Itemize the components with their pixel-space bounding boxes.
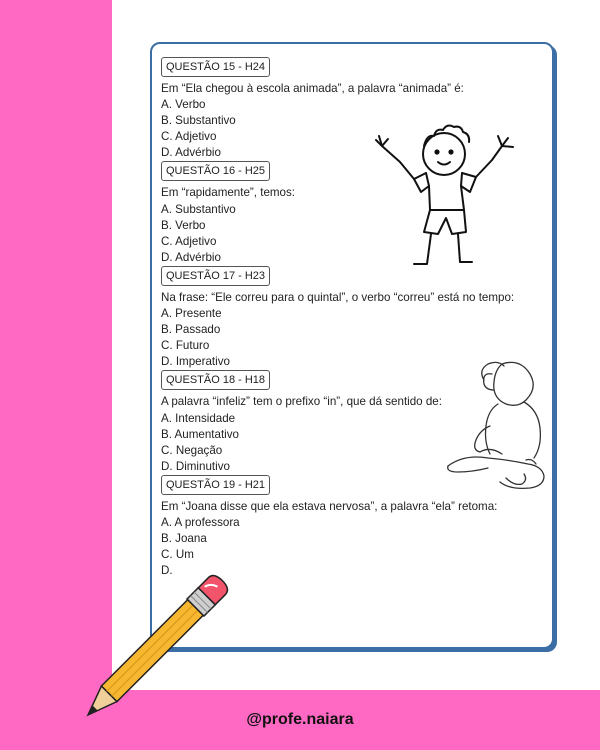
option-c: C. Adjetivo: [161, 234, 217, 248]
question-header: QUESTÃO 19 - H21: [161, 475, 270, 495]
sitting-girl-drawing-icon: [444, 356, 549, 491]
question-text: Em “Ela chegou à escola animada”, a palavra “animada” é:: [161, 82, 464, 95]
option-c: C. Negação: [161, 443, 223, 457]
option-a: A. A professora: [161, 515, 240, 529]
option-b: B. Verbo: [161, 218, 206, 232]
option-a: A. Intensidade: [161, 411, 236, 425]
question-header: QUESTÃO 15 - H24: [161, 57, 270, 77]
option-b: B. Aumentativo: [161, 427, 239, 441]
option-d: D. Diminutivo: [161, 459, 230, 473]
option-c: C. Adjetivo: [161, 130, 217, 144]
option-b: B. Joana: [161, 532, 207, 546]
question-header: QUESTÃO 17 - H23: [161, 266, 270, 286]
option-a: A. Verbo: [161, 98, 206, 112]
option-d: D. Imperativo: [161, 355, 230, 369]
option-d: D.: [161, 564, 173, 578]
question-header: QUESTÃO 16 - H25: [161, 161, 270, 181]
option-b: B. Substantivo: [161, 114, 236, 128]
option-d: D. Advérbio: [161, 146, 221, 160]
question-text: Na frase: “Ele correu para o quintal”, o verbo “correu” está no tempo:: [161, 290, 515, 304]
question-text: A palavra “infeliz” tem o prefixo “in”, que dá sentido de:: [161, 395, 442, 409]
question-text: Em “Joana disse que ela estava nervosa”, a palavra “ela” retoma:: [161, 499, 498, 513]
question-17: [161, 266, 541, 370]
boy-drawing-icon: [374, 124, 519, 276]
option-d: D. Advérbio: [161, 250, 221, 264]
author-handle: @profe.naiara: [246, 711, 354, 728]
option-b: B. Passado: [161, 323, 221, 337]
option-c: C. Futuro: [161, 339, 210, 353]
option-a: A. Presente: [161, 307, 222, 321]
question-header: QUESTÃO 18 - H18: [161, 370, 270, 390]
question-text: Em “rapidamente”, temos:: [161, 186, 296, 200]
option-c: C. Um: [161, 548, 194, 562]
option-a: A. Substantivo: [161, 202, 236, 216]
